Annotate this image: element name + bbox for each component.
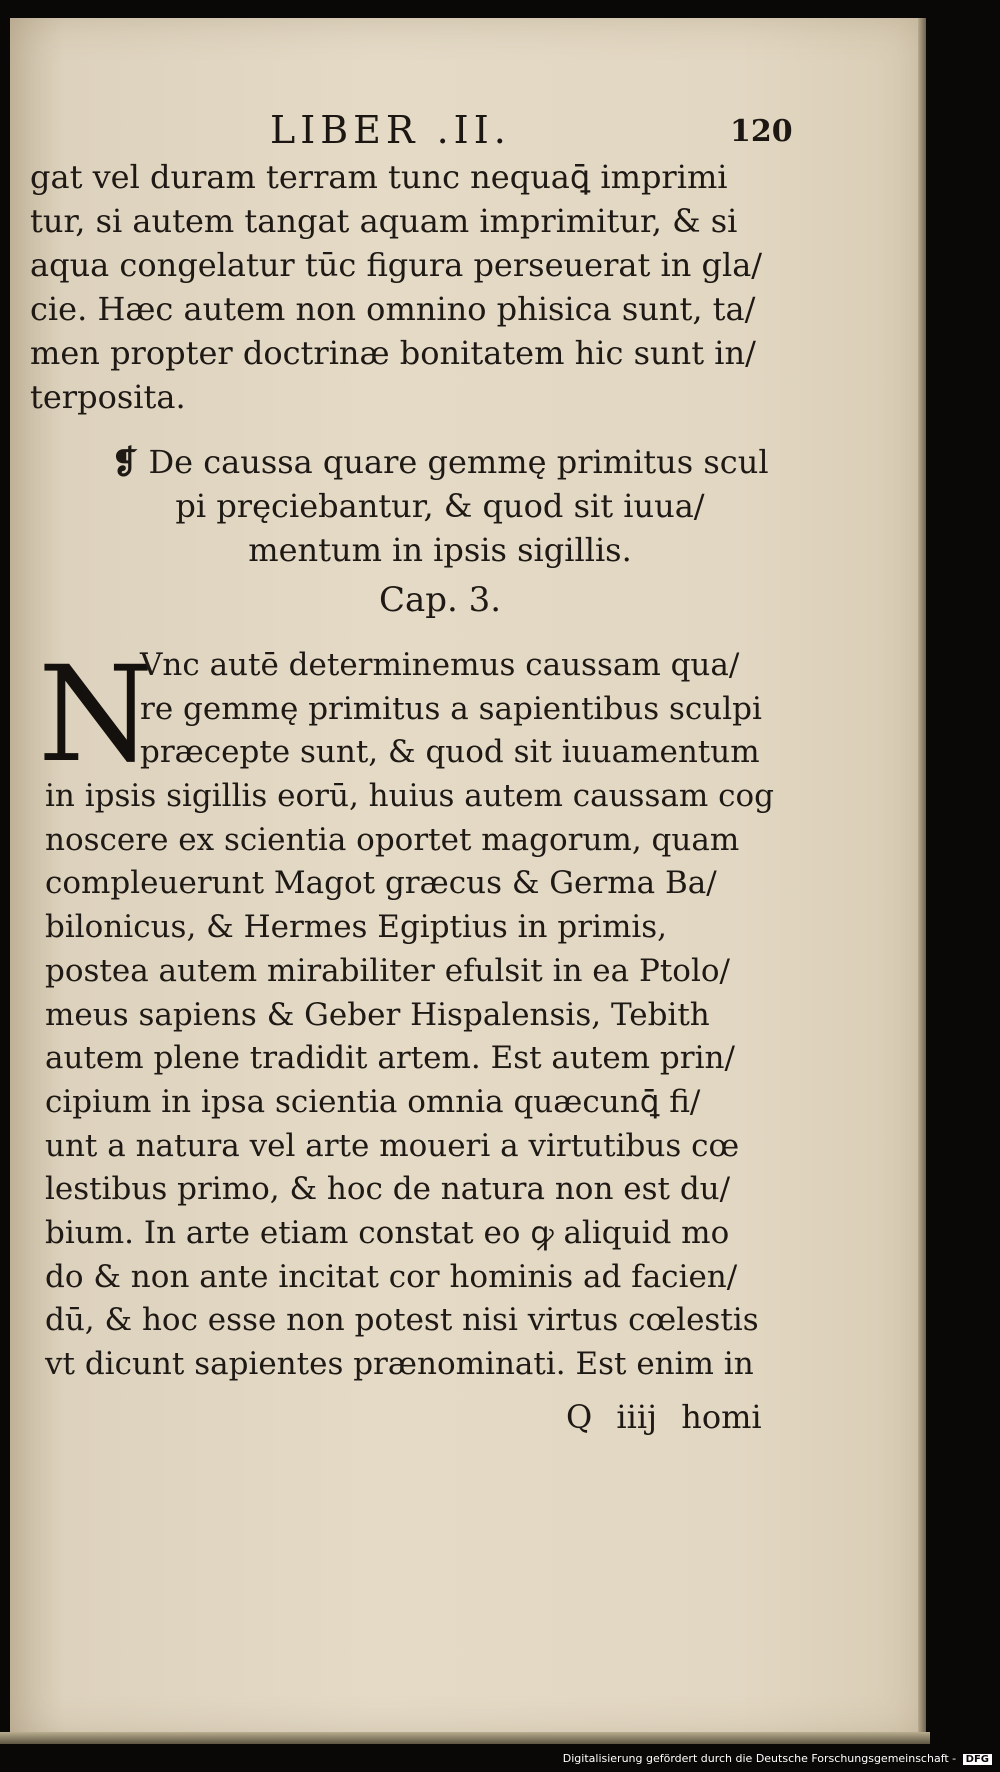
text-line: tur, si autem tangat aquam imprimitur, & si: [30, 202, 738, 240]
body-line: do & non ante incitat cor hominis ad facien/: [45, 1258, 738, 1295]
body-line: noscere ex scientia oportet magorum, quam: [45, 821, 740, 858]
signature-mark: Q iiij: [566, 1398, 658, 1436]
body-line: postea autem mirabiliter efulsit in ea Ptolo/: [45, 952, 730, 989]
body-line: lestibus primo, & hoc de natura non est du/: [45, 1171, 731, 1208]
body-line: unt a natura vel arte moueri a virtutibus cœ: [45, 1127, 740, 1164]
pilcrow-icon: ❡: [111, 443, 139, 481]
body-line: præcepte sunt, & quod sit iuuamentum: [140, 734, 760, 771]
text-line: terposita.: [30, 378, 186, 416]
heading-line: mentum in ipsis sigillis.: [248, 531, 632, 569]
chapter-body: [45, 644, 815, 1387]
body-line: in ipsis sigillis eorū, huius autem caussam cog: [45, 778, 774, 815]
digitization-credit: [563, 1752, 992, 1765]
dfg-logo-icon: DFG: [963, 1754, 992, 1765]
body-line: re gemmę primitus a sapientibus sculpi: [140, 690, 762, 727]
body-line: autem plene tradidit artem. Est autem prin/: [45, 1040, 735, 1077]
catchword: homi: [681, 1398, 762, 1436]
drop-cap-initial: N: [38, 638, 154, 792]
heading-line: [60, 440, 820, 484]
body-line: Vnc autē determinemus caussam qua/: [140, 647, 740, 683]
credit-text: Digitalisierung gefördert durch die Deutsche Forschungsgemeinschaft -: [562, 1752, 957, 1765]
text-line: gat vel duram terram tunc nequaꝗ̄ imprimi: [30, 158, 728, 196]
text-line: cie. Hæc autem non omnino phisica sunt, ta/: [30, 290, 756, 328]
body-line: cipium in ipsa scientia omnia quæcunꝗ̄ fi/: [45, 1083, 701, 1120]
text-line: men propter doctrinæ bonitatem hic sunt in/: [30, 334, 756, 372]
chapter-heading: [60, 440, 820, 572]
body-line: meus sapiens & Geber Hispalensis, Tebith: [45, 996, 710, 1033]
paragraph-continued: [30, 155, 810, 419]
body-line: compleuerunt Magot græcus & Germa Ba/: [45, 865, 717, 902]
page-number: 120: [730, 114, 793, 149]
running-head: LIBER .II.: [270, 108, 511, 152]
heading-line-text: De caussa quare gemmę primitus scul: [148, 443, 769, 481]
body-line: bium. In arte etiam constat eo ꝙ aliquid mo: [45, 1214, 730, 1251]
heading-line: pi pręciebantur, & quod sit iuua/: [175, 487, 705, 525]
page-bottom-edge: [0, 1732, 930, 1744]
body-line: vt dicunt sapientes prænominati. Est enim in: [45, 1346, 754, 1382]
text-line: aqua congelatur tūc figura perseuerat in gla/: [30, 246, 763, 284]
signature-catchword: [566, 1398, 762, 1436]
page-edge: [918, 18, 926, 1738]
body-line: dū, & hoc esse non potest nisi virtus cœlestis: [45, 1302, 759, 1339]
body-line: bilonicus, & Hermes Egiptius in primis,: [45, 909, 668, 946]
chapter-number: Cap. 3.: [378, 580, 502, 620]
